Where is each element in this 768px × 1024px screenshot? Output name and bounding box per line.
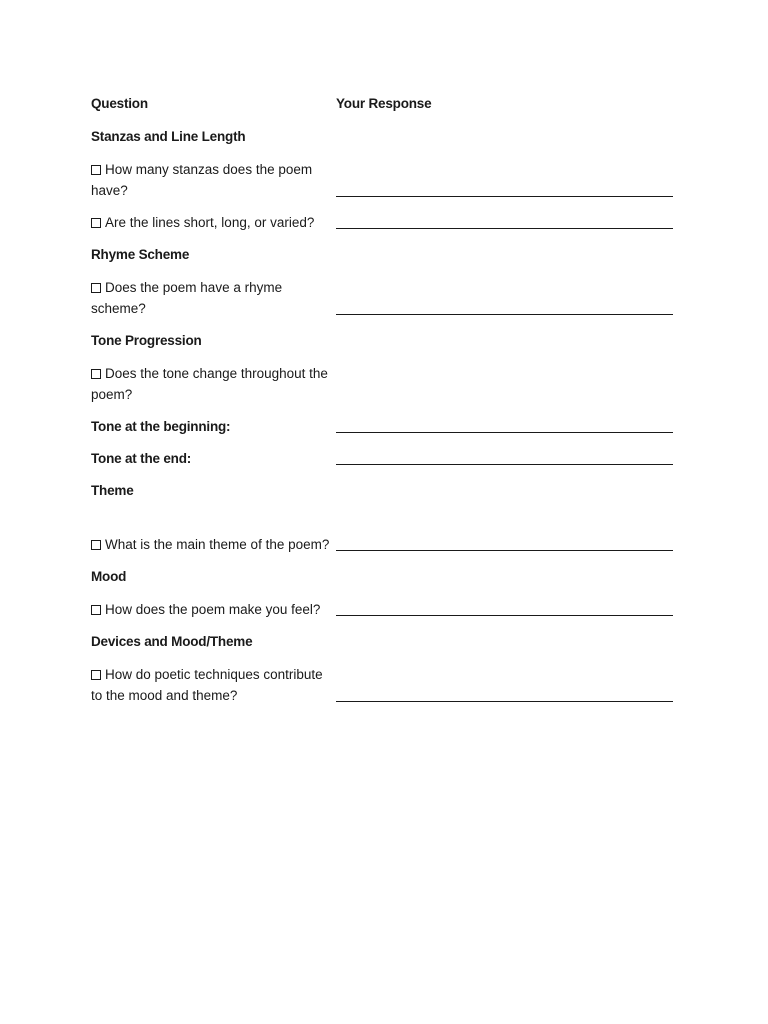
section-title: Theme: [91, 483, 134, 498]
question-text: [91, 277, 336, 319]
question-text: [91, 363, 336, 405]
section-title: Tone Progression: [91, 333, 202, 348]
worksheet: [91, 93, 681, 717]
question-row-tone-end: [91, 448, 681, 469]
section-title: Devices and Mood/Theme: [91, 634, 253, 649]
question-row-tone-beginning: [91, 416, 681, 437]
question-column-header: Question: [91, 96, 148, 111]
section-heading-tone: [91, 330, 681, 352]
response-line[interactable]: [336, 196, 673, 197]
question-text: [91, 534, 336, 555]
section-title: Mood: [91, 569, 127, 584]
response-line[interactable]: [336, 464, 673, 465]
table-header: [91, 93, 681, 115]
checkbox-icon[interactable]: [91, 605, 101, 615]
response-line[interactable]: [336, 701, 673, 702]
question-label: Does the poem have a rhyme scheme?: [91, 280, 283, 316]
question-text: [91, 664, 336, 706]
response-area[interactable]: [336, 196, 674, 201]
question-label: What is the main theme of the poem?: [105, 537, 330, 552]
question-label: How many stanzas does the poem have?: [91, 162, 313, 198]
question-row-main-theme: [91, 513, 681, 555]
question-row-stanza-count: [91, 159, 681, 201]
question-row-line-length: [91, 212, 681, 233]
checkbox-icon[interactable]: [91, 670, 101, 680]
question-row-tone-change: [91, 363, 681, 405]
checkbox-icon[interactable]: [91, 540, 101, 550]
question-row-feeling: [91, 599, 681, 620]
question-label: Tone at the beginning:: [91, 419, 231, 434]
checkbox-icon[interactable]: [91, 165, 101, 175]
checkbox-icon[interactable]: [91, 369, 101, 379]
question-text: [91, 212, 336, 233]
response-line[interactable]: [336, 314, 673, 315]
response-area[interactable]: [336, 228, 674, 233]
response-line[interactable]: [336, 615, 673, 616]
question-label: How does the poem make you feel?: [105, 602, 321, 617]
section-heading-theme: [91, 480, 681, 502]
question-text: [91, 599, 336, 620]
checkbox-icon[interactable]: [91, 218, 101, 228]
response-area[interactable]: [336, 550, 674, 555]
question-text: [91, 159, 336, 201]
section-heading-stanzas: [91, 126, 681, 148]
section-title: Rhyme Scheme: [91, 247, 190, 262]
response-area[interactable]: [336, 464, 674, 469]
question-label: Are the lines short, long, or varied?: [105, 215, 315, 230]
response-line[interactable]: [336, 550, 673, 551]
section-heading-mood: [91, 566, 681, 588]
question-row-poetic-techniques: [91, 664, 681, 706]
response-area[interactable]: [336, 432, 674, 437]
question-label: Tone at the end:: [91, 451, 192, 466]
response-line[interactable]: [336, 228, 673, 229]
response-area[interactable]: [336, 615, 674, 620]
response-area[interactable]: [336, 701, 674, 706]
section-heading-devices: [91, 631, 681, 653]
question-label: How do poetic techniques contribute to the mood and theme?: [91, 667, 323, 703]
section-title: Stanzas and Line Length: [91, 129, 246, 144]
question-row-rhyme-scheme: [91, 277, 681, 319]
question-label: Does the tone change throughout the poem?: [91, 366, 328, 402]
section-heading-rhyme: [91, 244, 681, 266]
response-column-header: Your Response: [336, 96, 432, 111]
checkbox-icon[interactable]: [91, 283, 101, 293]
response-area[interactable]: [336, 314, 674, 319]
response-line[interactable]: [336, 432, 673, 433]
